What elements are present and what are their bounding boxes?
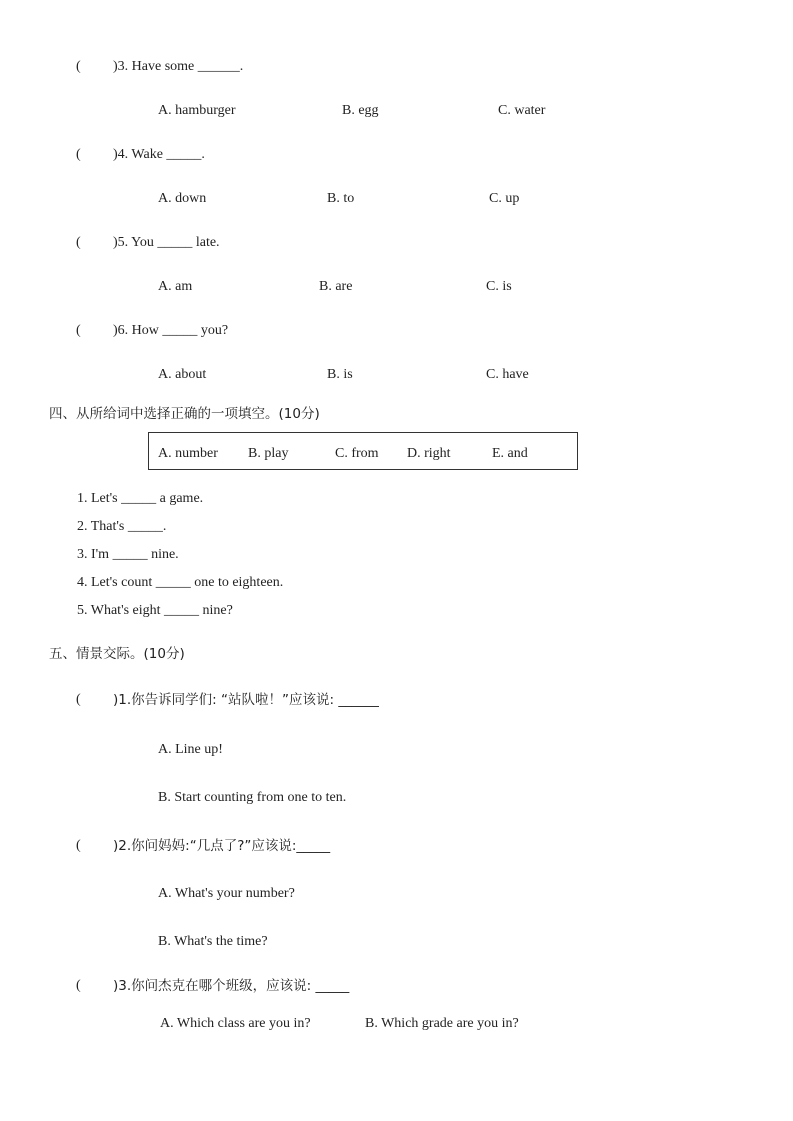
- answer-paren: (: [76, 838, 81, 853]
- option-b: B. is: [327, 367, 353, 382]
- option-c: C. have: [486, 367, 529, 382]
- section-heading: 五、情景交际。(10分): [49, 646, 185, 662]
- word-bank: [148, 432, 578, 470]
- option-a: A. Which class are you in?: [160, 1016, 311, 1031]
- question-2: )2.你问妈妈:“几点了?”应该说:_____: [113, 838, 331, 854]
- option-a: A. hamburger: [158, 103, 236, 118]
- word-bank-item: C. from: [335, 446, 379, 461]
- fill-blank-item: 5. What's eight _____ nine?: [77, 603, 233, 618]
- option-a: A. Line up!: [158, 742, 223, 757]
- option-b: B. What's the time?: [158, 934, 268, 949]
- question-4: )4. Wake _____.: [113, 147, 205, 162]
- option-c: C. is: [486, 279, 512, 294]
- answer-paren: (: [76, 147, 81, 162]
- section-heading: 四、从所给词中选择正确的一项填空。(10分): [49, 406, 320, 422]
- answer-paren: (: [76, 323, 81, 338]
- word-bank-item: A. number: [158, 446, 218, 461]
- question-5: )5. You _____ late.: [113, 235, 220, 250]
- option-a: A. down: [158, 191, 207, 206]
- option-c: C. water: [498, 103, 546, 118]
- word-bank-item: E. and: [492, 446, 528, 461]
- option-b: B. Which grade are you in?: [365, 1016, 519, 1031]
- option-a: A. about: [158, 367, 207, 382]
- option-b: B. are: [319, 279, 353, 294]
- fill-blank-item: 1. Let's _____ a game.: [77, 491, 204, 506]
- question-6: )6. How _____ you?: [113, 323, 229, 338]
- question-1: )1.你告诉同学们: “站队啦！”应该说: ______: [113, 692, 379, 708]
- answer-paren: (: [76, 59, 81, 74]
- option-a: A. What's your number?: [158, 886, 295, 901]
- fill-blank-item: 2. That's _____.: [77, 519, 167, 534]
- option-c: C. up: [489, 191, 520, 206]
- option-b: B. to: [327, 191, 355, 206]
- answer-paren: (: [76, 692, 81, 707]
- answer-paren: (: [76, 978, 81, 993]
- question-3: )3. Have some ______.: [113, 59, 244, 74]
- fill-blank-item: 4. Let's count _____ one to eighteen.: [77, 575, 284, 590]
- fill-blank-item: 3. I'm _____ nine.: [77, 547, 179, 562]
- option-b: B. Start counting from one to ten.: [158, 790, 347, 805]
- word-bank-item: D. right: [407, 446, 451, 461]
- option-b: B. egg: [342, 103, 379, 118]
- word-bank-item: B. play: [248, 446, 289, 461]
- question-3: )3.你问杰克在哪个班级，应该说: _____: [113, 978, 350, 994]
- answer-paren: (: [76, 235, 81, 250]
- option-a: A. am: [158, 279, 193, 294]
